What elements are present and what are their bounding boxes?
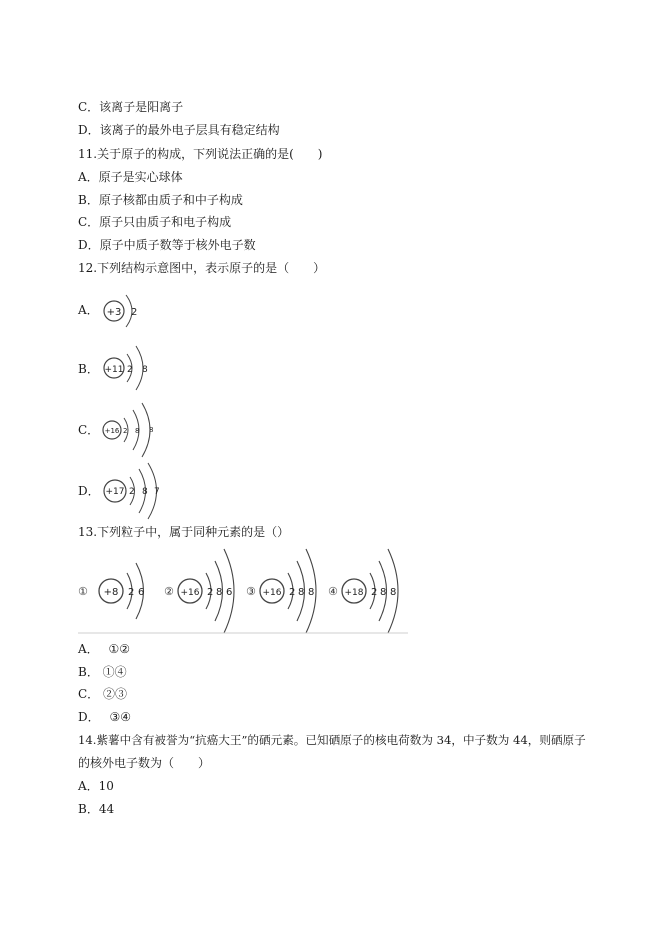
q14-stem-line2: 的核外电子数为（ ）: [78, 756, 211, 770]
nucleus-charge: +11: [104, 365, 124, 375]
q10-option-d: D．该离子的最外电子层具有稳定结构: [78, 123, 280, 137]
shell-electrons: 2: [289, 587, 296, 598]
q14-option-b: B．44: [78, 802, 115, 816]
shell-electrons: 2: [371, 587, 378, 598]
q11-option-b: B．原子核都由质子和中子构成: [78, 193, 243, 207]
particle-3: [246, 549, 316, 633]
option-label: A．: [78, 642, 99, 656]
option-value: ①②: [108, 642, 131, 656]
q10-option-c: C．该离子是阳离子: [78, 100, 184, 114]
option-label: D．: [78, 710, 100, 724]
q13-option-c: [78, 686, 127, 702]
particle-index: ②: [164, 585, 174, 598]
nucleus-charge: +17: [105, 487, 125, 497]
q12-stem: 12.下列结构示意图中，表示原子的是（ ）: [78, 261, 326, 275]
shell-electrons: 8: [142, 365, 148, 375]
option-label: B．: [78, 665, 99, 679]
shell-electrons: 8: [298, 587, 305, 598]
q12-diagram-b: [100, 344, 170, 392]
option-value: ①④: [102, 665, 127, 679]
shell-electrons: 2: [123, 427, 128, 435]
q11-stem: 11.关于原子的构成，下列说法正确的是( ): [78, 147, 323, 161]
shell-electrons: 8: [149, 426, 154, 434]
q13-option-b: [78, 664, 127, 680]
q12-option-b-label: B．: [78, 362, 99, 376]
q11-option-a: A．原子是实心球体: [78, 170, 183, 184]
nucleus-charge: +3: [106, 307, 122, 318]
shell-electrons: 6: [138, 587, 145, 598]
nucleus-charge: +16: [104, 427, 120, 435]
q12-option-c-label: C．: [78, 423, 100, 437]
nucleus-charge: +8: [103, 587, 119, 598]
q12-option-a-label: A．: [78, 303, 99, 317]
option-value: ②③: [103, 687, 128, 701]
q13-option-d: [78, 709, 131, 725]
nucleus-charge: +18: [344, 588, 364, 598]
shell-electrons: 8: [135, 427, 140, 435]
shell-electrons: 8: [216, 587, 223, 598]
nucleus-charge: +16: [180, 588, 200, 598]
shell-electrons: 2: [207, 587, 214, 598]
particle-index: ①: [78, 585, 88, 598]
shell-electrons: 8: [380, 587, 387, 598]
shell-electrons: 2: [131, 307, 138, 318]
option-label: C．: [78, 687, 100, 701]
option-value: ③④: [109, 710, 131, 724]
q12-diagram-c: [100, 402, 170, 458]
shell-electrons: 8: [142, 487, 148, 497]
q13-particle-diagrams: [78, 545, 410, 635]
q13-option-a: [78, 641, 130, 657]
shell-electrons: 6: [226, 587, 233, 598]
shell-electrons: 8: [308, 587, 315, 598]
q12-diagram-d: [100, 462, 170, 520]
particle-4: [328, 549, 398, 633]
q13-stem: 13.下列粒子中，属于同种元素的是（）: [78, 525, 290, 539]
shell-electrons: 2: [127, 365, 133, 375]
particle-1: [78, 563, 144, 619]
q11-option-d: D．原子中质子数等于核外电子数: [78, 238, 256, 252]
q12-option-d-label: D．: [78, 484, 100, 498]
particle-index: ④: [328, 585, 338, 598]
shell-electrons: 8: [390, 587, 397, 598]
shell-electrons: 2: [129, 487, 135, 497]
q14-stem-line1: 14.紫薯中含有被誉为“抗癌大王”的硒元素。已知硒原子的核电荷数为 34，中子数为 44，则硒原子: [78, 733, 586, 747]
particle-2: [164, 549, 234, 633]
q11-option-c: C．原子只由质子和电子构成: [78, 215, 232, 229]
particle-index: ③: [246, 585, 256, 598]
shell-electrons: 2: [128, 587, 135, 598]
nucleus-charge: +16: [262, 588, 282, 598]
q14-option-a: A．10: [78, 779, 114, 793]
shell-electrons: 7: [154, 487, 160, 497]
q12-diagram-a: [100, 290, 160, 332]
